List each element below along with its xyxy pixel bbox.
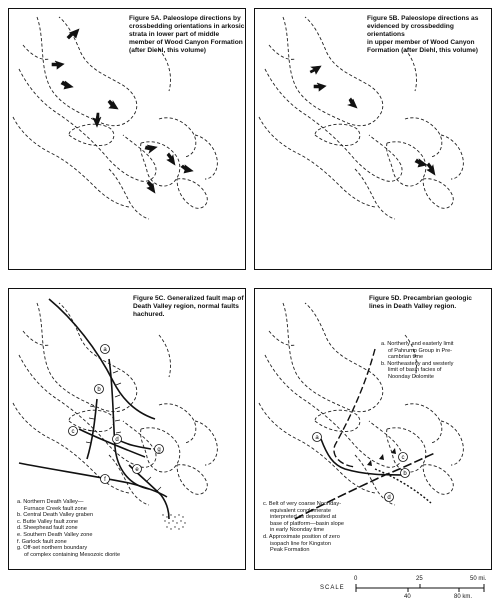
caption-line: Figure 5A. Paleoslope directions by xyxy=(129,15,241,22)
fault-line-b xyxy=(109,359,149,489)
arrow-symbol xyxy=(61,81,73,89)
legend-item: c. Belt of very coarse Noonday- xyxy=(263,501,342,507)
figure-5c-panel xyxy=(8,288,246,570)
legend-item: in early Noonday time xyxy=(270,527,325,534)
legend-item: a. Northern Death Valley— xyxy=(17,499,84,505)
map-label-e: e xyxy=(135,467,139,473)
caption-line: Formation (after Diehl, this volume) xyxy=(367,47,479,55)
caption-line: Figure 5D. Precambrian geologic xyxy=(369,295,472,302)
map-label-c: c xyxy=(71,429,75,435)
scale-km-40: 40 xyxy=(404,594,411,600)
caption-line: strata in lower part of middle xyxy=(129,31,220,39)
scale-bar xyxy=(320,576,492,604)
stippled-area xyxy=(162,514,185,529)
map-label-f: f xyxy=(104,477,106,483)
legend-item: g. Off-set northern boundary xyxy=(17,545,88,552)
arrow-symbol xyxy=(67,29,79,39)
map-label-markers xyxy=(313,433,410,502)
legend-item: c. Butte Valley fault zone xyxy=(17,518,79,525)
arrow-symbol xyxy=(181,165,193,173)
legend-item: cambrian time xyxy=(388,354,424,361)
figure-5a-panel xyxy=(8,8,246,270)
arrow-symbol xyxy=(415,159,427,167)
map-label-g: g xyxy=(157,447,161,453)
map-label-a: a xyxy=(315,435,319,441)
scale-mi-50: 50 mi. xyxy=(470,576,487,582)
map-label-a: a xyxy=(103,347,107,353)
arrow-symbol xyxy=(52,61,64,69)
legend-item: of complex containing Mesozoic diorite xyxy=(24,551,121,558)
legend-item: d. Approximate position of zero xyxy=(263,533,340,540)
arrow-symbol xyxy=(108,100,118,109)
scale-km-80: 80 km. xyxy=(454,594,473,600)
caption-line: Figure 5B. Paleoslope directions as xyxy=(367,15,479,22)
fault-line-c xyxy=(87,399,97,459)
caption-line: lines in Death Valley region. xyxy=(369,303,457,311)
legend-item: limit of basin facies of xyxy=(388,367,442,374)
legend-item: Peak Formation xyxy=(270,547,310,554)
arrow-symbol xyxy=(167,153,175,165)
fault-lines xyxy=(19,299,169,519)
figure-5a-caption xyxy=(129,15,244,55)
legend-item: a. Northerly and easterly limit xyxy=(381,341,454,347)
figure-5b-panel xyxy=(254,8,492,270)
legend-item: base of platform—basin slope xyxy=(270,520,345,527)
map-label-b: b xyxy=(97,387,101,393)
arrow-symbol xyxy=(147,181,155,193)
line-a xyxy=(321,439,405,475)
figure-5d-legend-top xyxy=(381,341,453,381)
legend-item: Noonday Dolomite xyxy=(388,373,435,380)
arrow-symbol xyxy=(314,83,326,91)
arrow-symbol xyxy=(310,66,321,74)
figure-5d-legend-bottom xyxy=(263,501,344,554)
caption-line: evidenced by crossbedding orientations xyxy=(367,23,454,39)
caption-line: hachured. xyxy=(133,311,165,319)
line-b xyxy=(334,349,375,467)
legend-item: Furnace Creek fault zone xyxy=(24,505,87,512)
caption-line: in upper member of Wood Canyon xyxy=(367,39,475,47)
legend-item: d. Sheephead fault zone xyxy=(17,525,78,532)
map-label-b: b xyxy=(403,471,407,477)
figure-5c-legend xyxy=(17,499,120,558)
figure-5d-panel xyxy=(254,288,492,570)
caption-line: Figure 5C. Generalized fault map of xyxy=(133,295,244,302)
map-label-d: d xyxy=(387,495,391,501)
caption-line: (after Diehl, this volume) xyxy=(129,47,206,55)
legend-item: equivalent conglomerate xyxy=(270,507,331,514)
caption-line: member of Wood Canyon Formation xyxy=(129,39,243,47)
arrow-symbol xyxy=(427,163,435,175)
figure-5c-caption xyxy=(133,295,244,319)
legend-item: interpreted as deposited at xyxy=(270,514,337,521)
caption-line: crossbedding orientations in arkosic xyxy=(129,23,245,31)
legend-item: b. Northeasterly and westerly xyxy=(381,360,454,367)
scale-mi-25: 25 xyxy=(416,576,423,582)
paleoslope-arrows xyxy=(310,66,435,175)
map-label-d: d xyxy=(115,437,119,443)
legend-item: of Pahrump Group in Pre- xyxy=(388,347,453,354)
figure-5b-caption xyxy=(367,15,491,55)
figure-5d-caption xyxy=(369,295,472,311)
scale-mi-0: 0 xyxy=(354,576,358,582)
map-label-c: c xyxy=(401,455,405,461)
legend-item: f. Garlock fault zone xyxy=(17,538,67,545)
arrow-symbol xyxy=(348,98,357,108)
legend-item: b. Central Death Valley graben xyxy=(17,512,94,519)
legend-item: isopach line for Kingston xyxy=(270,540,331,547)
legend-item: e. Southern Death Valley zone xyxy=(17,531,93,538)
arrow-symbol xyxy=(145,145,157,153)
caption-line: Death Valley region, normal faults xyxy=(133,303,239,311)
scale-label: SCALE xyxy=(320,585,345,591)
